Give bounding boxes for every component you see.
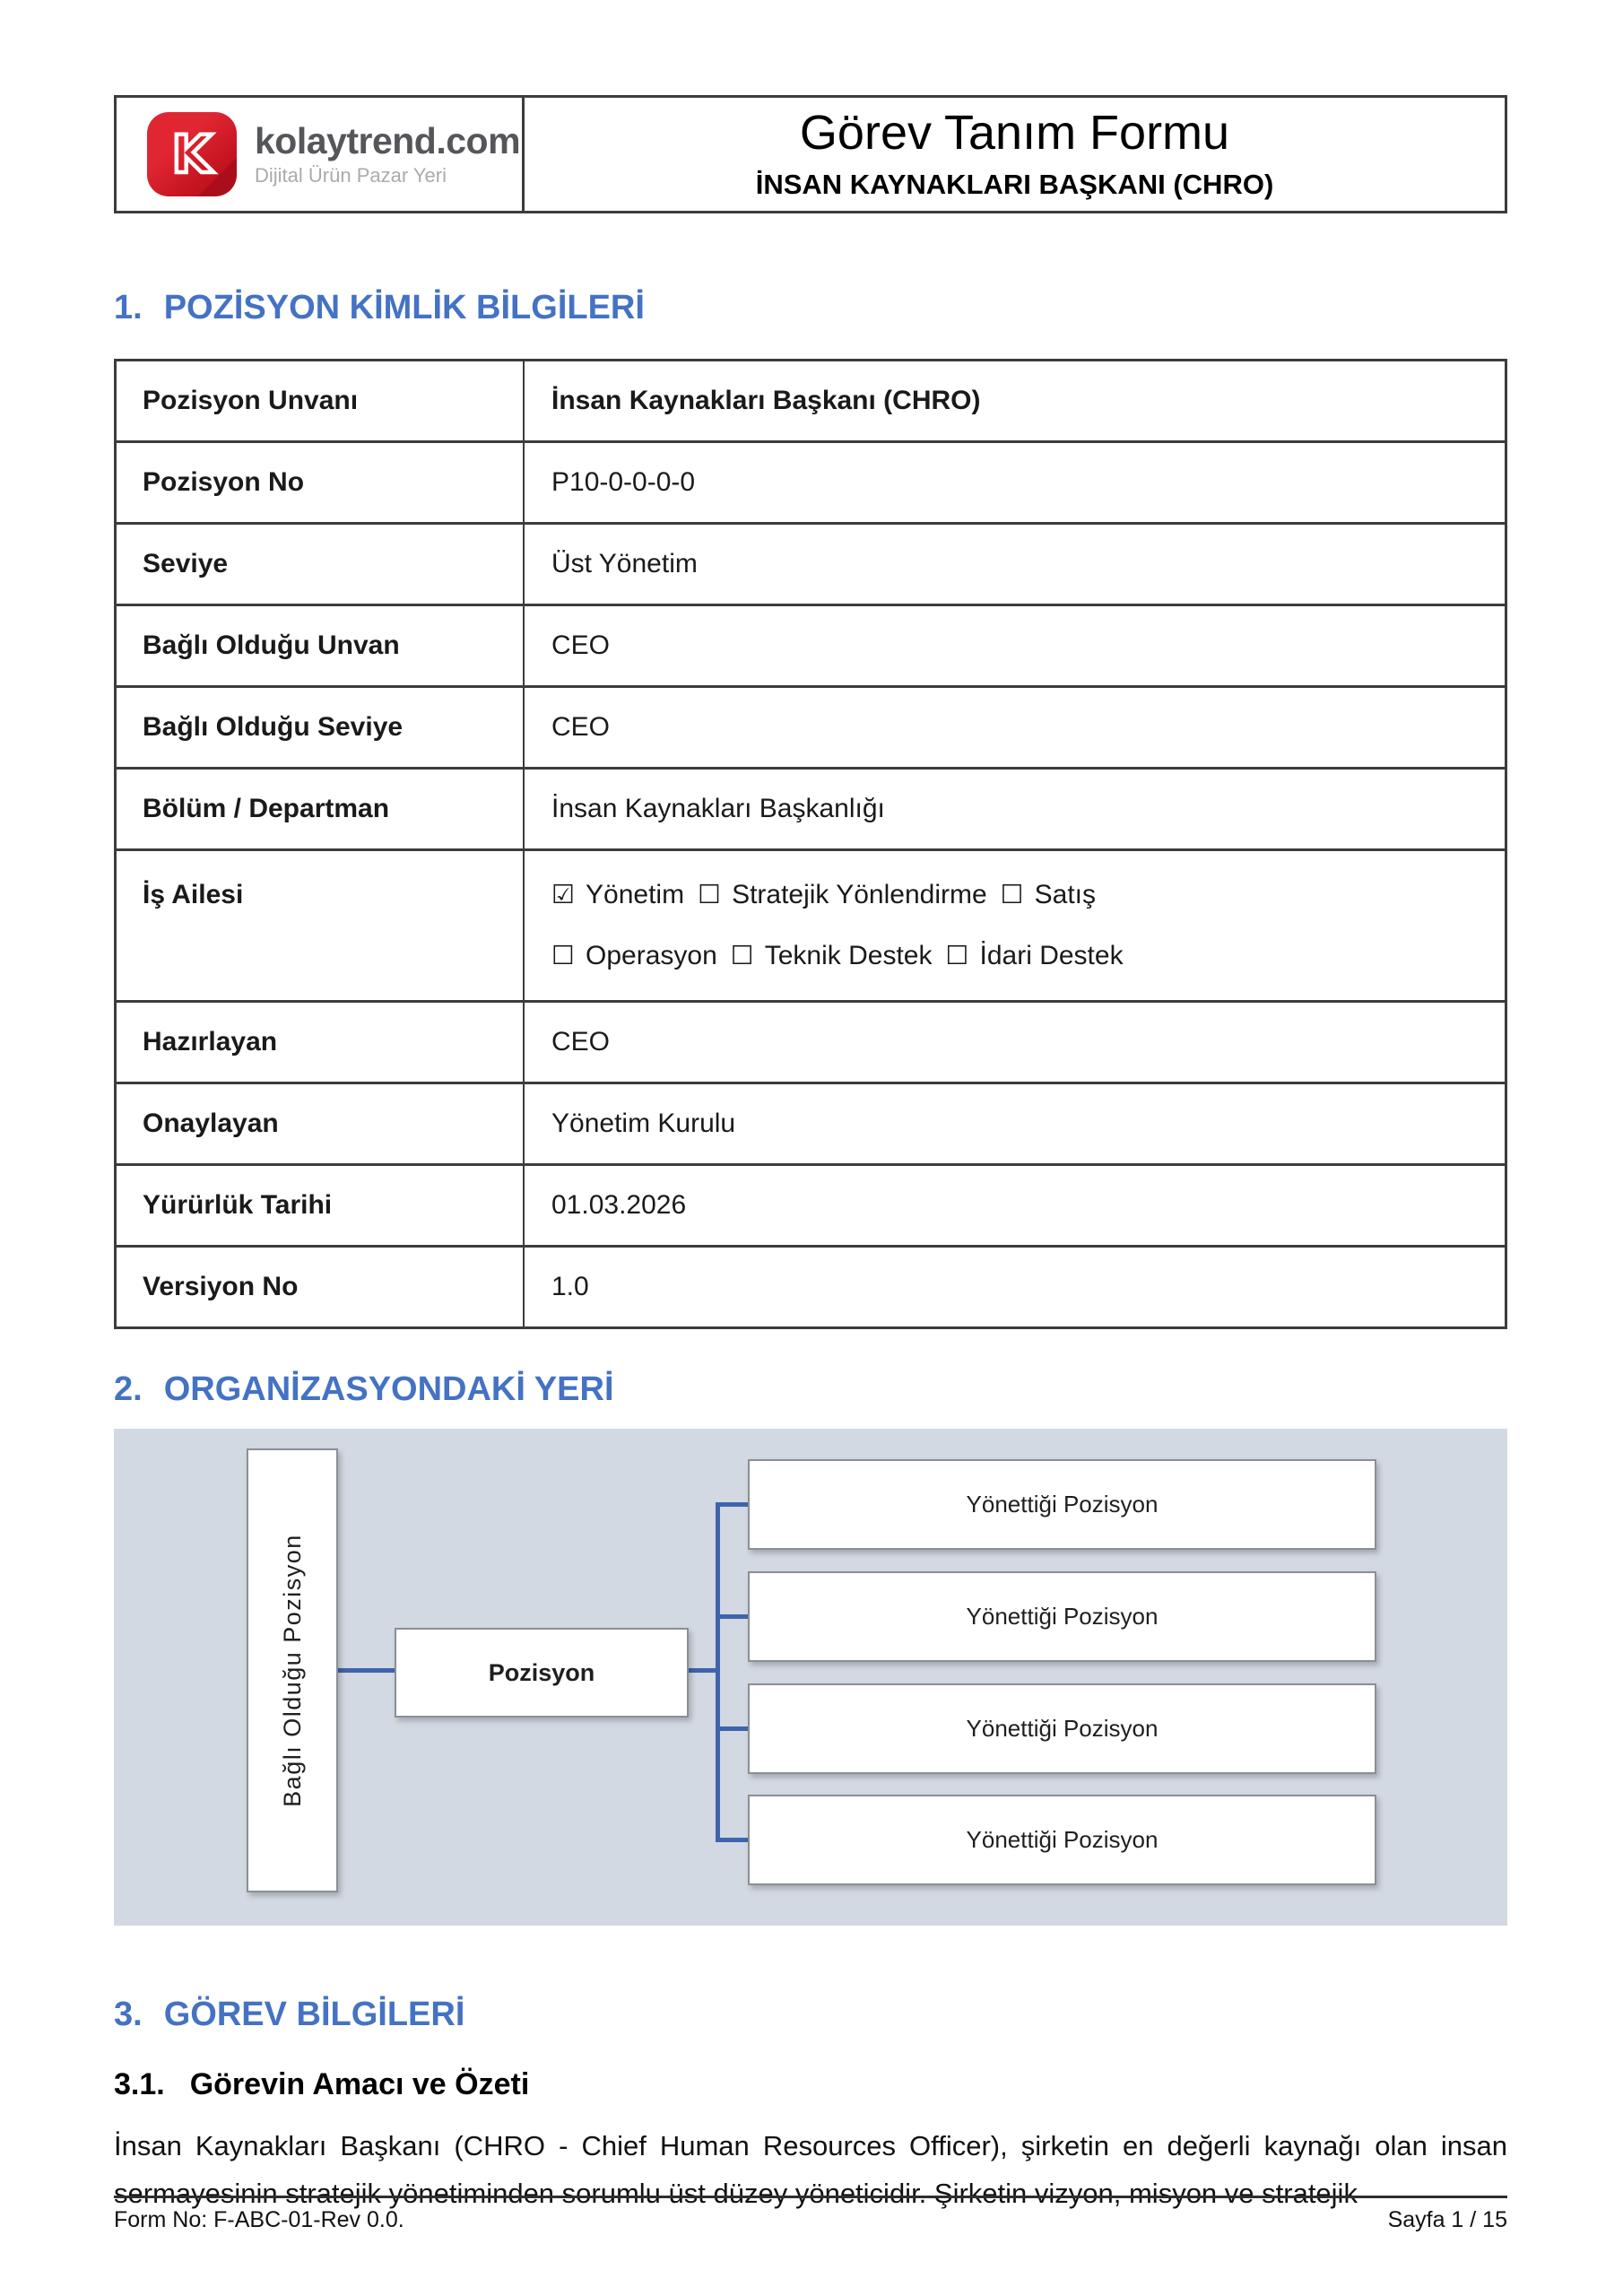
- checked-checkbox-icon: ☑: [551, 879, 575, 910]
- row-value: İnsan Kaynakları Başkanlığı: [551, 793, 885, 823]
- row-value: CEO: [551, 711, 611, 742]
- connector-line: [720, 1614, 748, 1619]
- unchecked-checkbox-icon: ☐: [945, 940, 969, 971]
- org-box-managed-position: Yönettiği Pozisyon: [748, 1795, 1376, 1885]
- row-value: 1.0: [551, 1271, 589, 1301]
- org-box-position: Pozisyon: [395, 1628, 689, 1718]
- org-chart-panel: [114, 1429, 1507, 1926]
- checkbox-label: Yönetim: [586, 879, 685, 909]
- row-label: Hazırlayan: [117, 1003, 525, 1082]
- row-value: Üst Yönetim: [551, 548, 698, 578]
- section-3-1-number: 3.1.: [114, 2067, 165, 2102]
- row-label: İş Ailesi: [117, 851, 525, 1000]
- org-box-managed-position: Yönettiği Pozisyon: [748, 1459, 1376, 1550]
- connector-line: [720, 1502, 748, 1507]
- document-title: Görev Tanım Formu: [799, 105, 1230, 160]
- row-label: Bağlı Olduğu Seviye: [117, 688, 525, 767]
- table-row-job-family: [117, 851, 1505, 1003]
- header-title-cell: [525, 98, 1505, 211]
- checkbox-item-yonetim: [551, 880, 684, 910]
- org-box-parent-position: [247, 1448, 338, 1892]
- checkbox-item-idari-destek: [946, 941, 1124, 971]
- row-label: Pozisyon No: [117, 443, 525, 522]
- row-label: Seviye: [117, 525, 525, 604]
- position-identity-table: [114, 359, 1507, 1329]
- table-row: [117, 606, 1505, 688]
- section-3-1-title: Görevin Amacı ve Özeti: [189, 2067, 530, 2102]
- table-row: [117, 1166, 1505, 1248]
- checkbox-label: Operasyon: [586, 940, 717, 970]
- connector-line: [720, 1838, 748, 1842]
- checkbox-line-1: [551, 880, 1109, 910]
- section-2-number: 2.: [114, 1370, 143, 1408]
- section-3-1-heading: [114, 2067, 1507, 2102]
- job-purpose-paragraph: İnsan Kaynakları Başkanı (CHRO - Chief Human Resources Officer), şirketin en değerli kaynağı olan insan sermayesinin stratejik yönetiminden sorumlu üst düzey yöneticidir. Şirketin vizyon, misyon ve stratejik: [114, 2130, 1507, 2210]
- org-box-managed-position: Yönettiği Pozisyon: [748, 1683, 1376, 1774]
- table-row: [117, 1248, 1505, 1326]
- checkbox-label: Teknik Destek: [764, 940, 933, 970]
- checkbox-item-operasyon: [551, 941, 717, 971]
- checkbox-item-stratejik-yonlendirme: [698, 880, 987, 910]
- row-label: Pozisyon Unvanı: [117, 361, 525, 440]
- org-box-managed-position: Yönettiği Pozisyon: [748, 1571, 1376, 1662]
- section-3-heading: [114, 1996, 1507, 2035]
- row-value: P10-0-0-0-0: [551, 466, 696, 497]
- checkbox-label: İdari Destek: [979, 940, 1124, 970]
- section-1-title: POZİSYON KİMLİK BİLGİLERİ: [163, 289, 645, 326]
- section-2-heading: [114, 1370, 1507, 1410]
- section-1-heading: [114, 289, 1507, 328]
- document-header: [114, 95, 1507, 213]
- document-subtitle: İNSAN KAYNAKLARI BAŞKANI (CHRO): [755, 169, 1274, 201]
- section-2-title: ORGANİZASYONDAKİ YERİ: [163, 1370, 614, 1408]
- row-value: CEO: [551, 1026, 611, 1057]
- row-label: Onaylayan: [117, 1084, 525, 1163]
- page-footer: [114, 2196, 1507, 2233]
- table-row: [117, 770, 1505, 851]
- checkbox-line-2: [551, 941, 1137, 971]
- checkbox-label: Satış: [1034, 879, 1097, 909]
- footer-form-no: Form No: F-ABC-01-Rev 0.0.: [114, 2207, 404, 2232]
- row-value: Yönetim Kurulu: [551, 1108, 736, 1138]
- logo-cell: [117, 98, 525, 211]
- connector-line: [338, 1668, 395, 1673]
- connector-line: [720, 1726, 748, 1731]
- unchecked-checkbox-icon: ☐: [730, 940, 754, 971]
- unchecked-checkbox-icon: ☐: [698, 879, 722, 910]
- section-1-number: 1.: [114, 289, 143, 326]
- logo-tagline: Dijital Ürün Pazar Yeri: [255, 164, 447, 187]
- table-row: [117, 361, 1505, 443]
- footer-page-number: Sayfa 1 / 15: [1387, 2207, 1507, 2232]
- section-3-number: 3.: [114, 1996, 143, 2034]
- row-label: Bağlı Olduğu Unvan: [117, 606, 525, 685]
- unchecked-checkbox-icon: ☐: [551, 940, 575, 971]
- checkbox-item-satis: [1001, 880, 1096, 910]
- row-label: Yürürlük Tarihi: [117, 1166, 525, 1245]
- table-row: [117, 443, 1505, 525]
- logo-k-letter: K: [171, 124, 213, 185]
- row-label: Versiyon No: [117, 1248, 525, 1326]
- kolaytrend-logo-icon: [147, 112, 237, 196]
- checkbox-item-teknik-destek: [731, 941, 933, 971]
- table-row: [117, 688, 1505, 770]
- row-value-checkboxes: [525, 851, 1505, 1000]
- row-value: İnsan Kaynakları Başkanı (CHRO): [551, 385, 981, 415]
- org-box-parent-label: Bağlı Olduğu Pozisyon: [278, 1534, 306, 1808]
- row-value: CEO: [551, 630, 611, 660]
- table-row: [117, 1003, 1505, 1084]
- table-row: [117, 1084, 1505, 1166]
- unchecked-checkbox-icon: ☐: [1000, 879, 1024, 910]
- connector-spine: [716, 1502, 720, 1842]
- checkbox-label: Stratejik Yönlendirme: [732, 879, 987, 909]
- section-3-title: GÖREV BİLGİLERİ: [163, 1996, 465, 2034]
- row-value: 01.03.2026: [551, 1189, 687, 1220]
- table-row: [117, 525, 1505, 606]
- logo-brand: kolaytrend.com: [255, 119, 521, 161]
- row-label: Bölüm / Departman: [117, 770, 525, 848]
- logo-text: [255, 121, 520, 187]
